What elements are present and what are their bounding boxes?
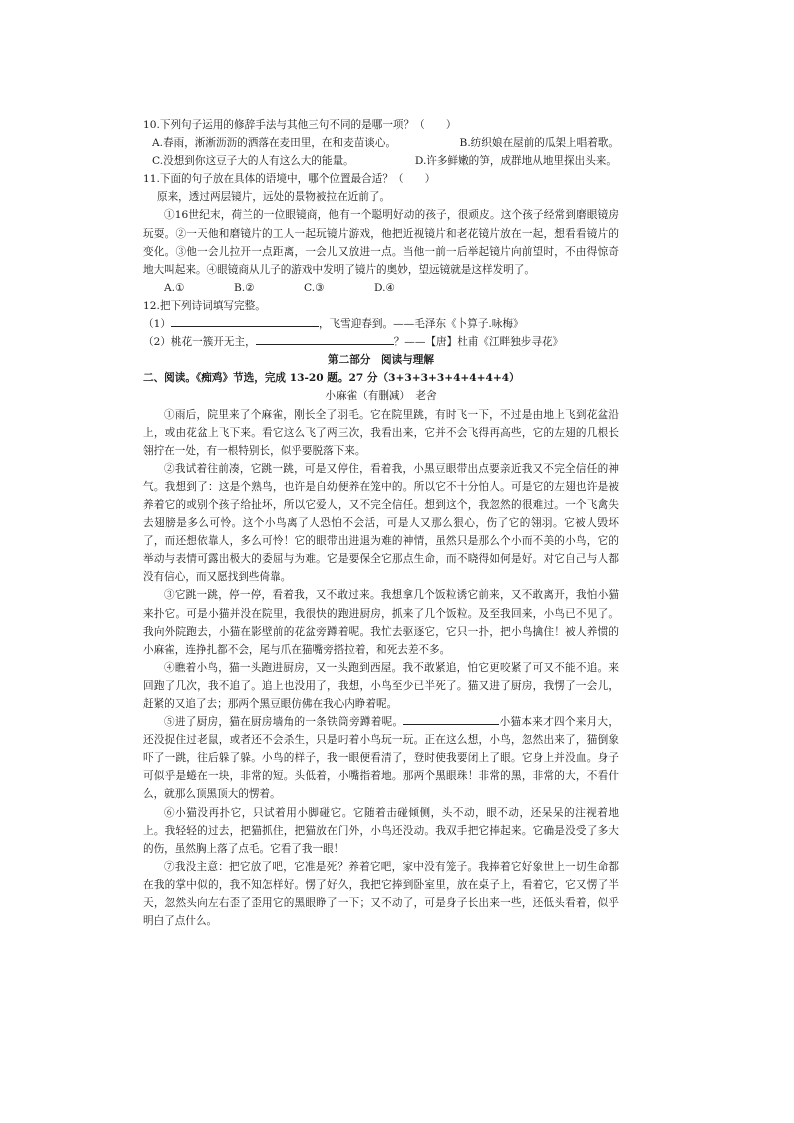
q11-sentence: 原来，透过两层镜片，远处的景物被拉在近前了。	[157, 191, 391, 204]
q10-option-a: A.春雨，淅淅沥沥的洒落在麦田里，在和麦苗谈心。	[152, 137, 397, 150]
story-paragraph-4: ④瞧着小鸟，猫一头跑进厨房，又一头跑到西屋。我不敢紧追，怕它更咬紧了可又不能不追。来回跑了几次，我不追了。追上也没用了，我想，小鸟至少已半死了。猫又进了厨房，我愣了一会儿，赶紧的又追了去；那两个黑豆眼仿佛在我心内睁着呢。	[143, 661, 619, 710]
story-paragraph-3: ③它跳一跳，停一停，看着我，又不敢过来。我想拿几个饭粒诱它前来，又不敢离开，我怕小猫来扑它。可是小猫并没在院里，我很快的跑进厨房，抓来了几个饭粒。及至我回来，小鸟已不见了。我向外院跑去，小猫在影壁前的花盆旁蹲着呢。我忙去驱逐它，它只一扑，把小鸟擒住！被人养惯的小麻雀，连挣扎都不会，尾与爪在猫嘴旁搭拉着，和死去差不多。	[143, 589, 619, 656]
q10-option-d: D.许多鲜嫩的笋，成群地从地里探出头来。	[414, 155, 617, 168]
q10-option-c: C.没想到你这豆子大的人有这么大的能量。	[152, 155, 354, 168]
q11-option-d: D.④	[374, 281, 395, 294]
story-paragraph-5-rest: 小猫本来才四个来月大，还没捉住过老鼠，或者还不会杀生，只是叼着小鸟玩一玩。正在这么想，小鸟，忽然出来了，猫倒象吓了一跳，往后躲了躲。小鸟的样子，我一眼便看清了，登时使我要闭上了眼。它身上并没血。身子可似乎是蜷在一块，非常的短。头低着，小嘴指着地。那两个黑眼珠！非常的黑，非常的大，不看什么，就那么顶黑顶大的愣着。	[143, 716, 620, 801]
q11-option-b: B.②	[234, 281, 255, 294]
q10-stem: 10.下列句子运用的修辞手法与其他三句不同的是哪一项？（ ）	[143, 119, 457, 131]
q11-option-a: A.①	[164, 281, 185, 294]
story-paragraph-1: ①雨后，院里来了个麻雀，刚长全了羽毛。它在院里跳，有时飞一下，不过是由地上飞到花盆沿上，或由花盆上飞下来。看它这么飞了两三次，我看出来，它并不会飞得再高些，它的左翅的几根长翎拧在一处，有一根特别长，似乎要脱落下来。	[143, 408, 619, 457]
q12-item1-prefix: （1）	[143, 318, 171, 331]
q11-passage: ①16世纪末，荷兰的一位眼镜商，他有一个聪明好动的孩子，很顽皮。这个孩子经常到磨眼镜房玩耍。②一天他和磨镜片的工人一起玩镜片游戏，他把近视镜片和老花镜片放在一起，想看看镜片的变化。③他一会儿拉开一点距离，一会儿又放进一点。当他一前一后举起镜片向前望时，不由得惊奇地大叫起来。④眼镜商从儿子的游戏中发明了镜片的奥妙，望远镜就是这样发明了。	[143, 209, 619, 276]
story-paragraph-2: ②我试着往前凑，它跳一跳，可是又停住，看着我，小黑豆眼带出点要亲近我又不完全信任的神气。我想到了：这是个熟鸟，也许是自幼便养在笼中的。所以它不十分怕人。可是它的左翅也许是被养着它的或别个孩子给扯坏，所以它爱人，又不完全信任。想到这个，我忽然的很难过。一个飞禽失去翅膀是多么可怜。这个小鸟离了人恐怕不会活，可是人又那么狠心，伤了它的翎羽。它被人毁坏了，而还想依靠人，多么可怜！它的眼带出进退为难的神情，虽然只是那么个小而不美的小鸟，它的举动与表情可露出极大的委屈与为难。它是要保全它那点生命，而不晓得如何是好。对它自己与人都没有信心，而又愿找到些倚靠。	[143, 462, 619, 584]
q12-item1-suffix: ，飞雪迎春到。——毛泽东《卜算子.咏梅》	[318, 318, 524, 331]
story-paragraph-6: ⑥小猫没再扑它，只试着用小脚碰它。它随着击碰倾侧，头不动，眼不动，还呆呆的注视着地上。我轻轻的过去，把猫抓住，把猫放在门外，小鸟还没动。我双手把它捧起来。它确是没受了多大的伤，虽然胸上落了点毛。它看了我一眼！	[143, 806, 619, 855]
story-paragraph-5-start: ⑤进了厨房，猫在厨房墙角的一条铁筒旁蹲着呢。	[164, 716, 404, 729]
story-paragraph-5	[143, 713, 619, 803]
q12-item2	[143, 333, 619, 351]
story-title: 小麻雀（有删减） 老舍	[325, 390, 437, 403]
q10-option-b: B.纺织娘在屋前的瓜架上唱着歌。	[459, 137, 619, 150]
q12-item1-blank[interactable]	[171, 315, 319, 327]
story-paragraph-7: ⑦我没主意：把它放了吧，它准是死？养着它吧，家中没有笼子。我捧着它好象世上一切生命都在我的掌中似的，我不知怎样好。愣了好久，我把它捧到卧室里，放在桌子上，看着它，它又愣了半天，忽然头向左右歪了歪用它的黑眼睁了一下；又不动了，可是身子长出来一些，还低头看着，似乎明白了点什么。	[143, 860, 619, 928]
q10-options-row2	[143, 152, 619, 170]
q12-item2-suffix: ？——【唐】杜甫《江畔独步寻花》	[393, 336, 564, 349]
part2-heading: 第二部分 阅读与理解	[328, 354, 434, 367]
q11-options	[143, 279, 619, 297]
q10-options-row1	[143, 134, 619, 152]
paragraph-5-blank[interactable]	[403, 713, 499, 725]
q12-item1	[143, 315, 619, 333]
q11-stem: 11.下面的句子放在具体的语境中，哪个位置最合适？（ ）	[143, 173, 436, 186]
exam-content	[143, 116, 619, 930]
q12-stem: 12.把下列诗词填写完整。	[143, 299, 266, 312]
part2-intro: 二、阅读。《痴鸡》节选，完成 13-20 题。27 分（3+3+3+3+4+4+4+4）	[143, 372, 520, 385]
q12-item2-prefix: （2）桃花一簇开无主，	[143, 336, 256, 349]
q12-item2-blank[interactable]	[256, 333, 394, 345]
q11-option-c: C.③	[304, 281, 325, 294]
